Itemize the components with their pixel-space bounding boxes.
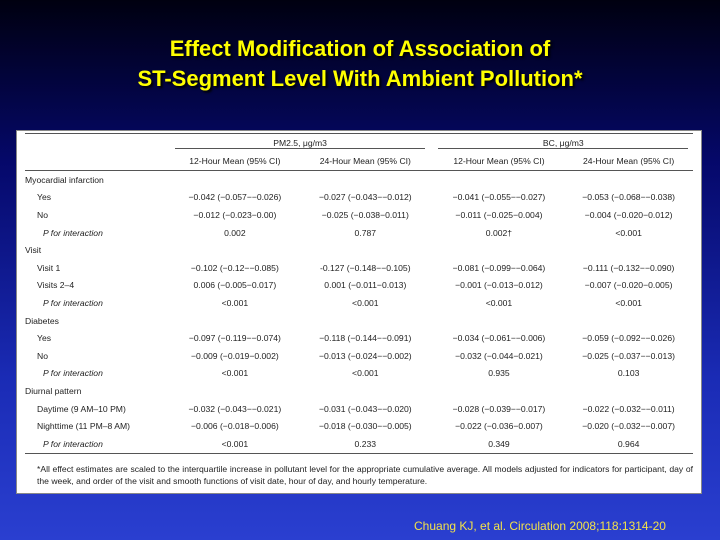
group-header-row (25, 134, 693, 153)
row-label: P for interaction (25, 435, 170, 453)
section-header-row (25, 312, 693, 330)
table-cell: −0.025 (−0.037−−0.013) (582, 350, 675, 361)
table-cell: −0.004 (−0.020−0.012) (584, 209, 673, 220)
table-row (25, 224, 693, 242)
section-header-row (25, 171, 693, 189)
table-row (25, 365, 693, 383)
slide-title-line-1: Effect Modification of Association of (169, 36, 551, 61)
table-cell: <0.001 (352, 368, 379, 379)
table-cell: −0.097 (−0.119−−0.074) (188, 333, 281, 344)
table-cell: −0.022 (−0.032−−0.011) (582, 403, 675, 414)
row-label: P for interaction (43, 297, 103, 308)
table-cell: 0.935 (488, 368, 510, 379)
table-row (25, 259, 693, 277)
table-row (25, 189, 693, 207)
slide-title-line-2: ST-Segment Level With Ambient Pollution* (137, 66, 583, 91)
citation: Chuang KJ, et al. Circulation 2008;118:1314-20 (414, 519, 666, 533)
column-header: 12-Hour Mean (95% CI) (170, 152, 300, 171)
row-label: Nighttime (11 PM–8 AM) (37, 421, 130, 432)
table-cell: −0.022 (−0.036−0.007) (455, 421, 543, 432)
table-cell: −0.025 (−0.038−0.011) (321, 209, 409, 220)
table-row (25, 294, 693, 312)
table-cell: −0.001 (−0.013−0.012) (455, 280, 543, 291)
table-cell: -0.127 (−0.148−−0.105) (320, 262, 411, 273)
group-header-bc-label: BC, μg/m3 (438, 138, 688, 149)
table-cell: −0.020 (−0.032−−0.007) (582, 421, 675, 432)
table-cell: 0.103 (617, 368, 640, 379)
table-cell: −0.111 (−0.132−−0.090) (582, 262, 675, 273)
table-cell: −0.053 (−0.068−−0.038) (582, 192, 675, 203)
table-cell: −0.031 (−0.043−−0.020) (318, 403, 412, 414)
table-cell: −0.034 (−0.061−−0.006) (452, 333, 546, 344)
table-cell: −0.032 (−0.044−0.021) (455, 350, 543, 361)
table-cell: 0.006 (−0.005−0.017) (193, 280, 277, 291)
table-cell: 0.349 (434, 435, 565, 453)
column-header: 24-Hour Mean (95% CI) (564, 152, 693, 171)
results-table (25, 133, 693, 454)
row-label: No (37, 209, 48, 220)
table-cell: −0.013 (−0.024−−0.002) (318, 350, 412, 361)
table-cell: <0.001 (170, 435, 300, 453)
row-label: Yes (37, 333, 52, 344)
table-row (25, 329, 693, 347)
row-label: Visits 2–4 (37, 280, 75, 291)
table-cell: 0.964 (564, 435, 693, 453)
column-header: 24-Hour Mean (95% CI) (300, 152, 430, 171)
table-cell: 0.001 (−0.011−0.013) (324, 280, 407, 291)
table-cell: −0.118 (−0.144−−0.091) (319, 333, 412, 344)
row-label: P for interaction (43, 227, 103, 238)
slide-title (0, 34, 720, 94)
table-cell: −0.028 (−0.039−−0.017) (452, 403, 546, 414)
table-row (25, 417, 693, 435)
row-label: Yes (37, 192, 52, 203)
table-row (25, 206, 693, 224)
table-cell: <0.001 (221, 368, 249, 379)
table-cell: −0.007 (−0.020−0.005) (584, 280, 673, 291)
group-header-bc (434, 134, 693, 153)
table-cell: −0.041 (−0.055−−0.027) (452, 192, 546, 203)
column-header-row (25, 152, 693, 171)
table-cell: −0.012 (−0.023−0.00) (193, 209, 277, 220)
table-row (25, 400, 693, 418)
table-footnote: *All effect estimates are scaled to the interquartile increase in pollutant level for the appropriate cumulative average. All models adjusted for indicators for participant, day of the week, and order of the visit and smooth functions of visit date, hour of day, and hourly temperature. (37, 464, 693, 487)
table-cell: −0.102 (−0.12−−0.085) (190, 262, 279, 273)
table-row (25, 435, 693, 453)
section-header-row (25, 241, 693, 259)
table-row (25, 277, 693, 295)
group-header-pm (170, 134, 431, 153)
section-title: Myocardial infarction (25, 174, 104, 185)
table-cell: −0.018 (−0.030−−0.005) (318, 421, 412, 432)
table-cell: 0.002† (485, 227, 513, 238)
group-header-pm-label: PM2.5, μg/m3 (175, 138, 425, 149)
table-cell: −0.006 (−0.018−0.006) (191, 421, 279, 432)
table-cell: −0.059 (−0.092−−0.026) (582, 333, 675, 344)
section-title: Diurnal pattern (25, 385, 82, 396)
row-label: Visit 1 (37, 262, 61, 273)
row-label: No (37, 350, 48, 361)
table-cell: 0.787 (354, 227, 377, 238)
table-cell: −0.027 (−0.043−−0.012) (318, 192, 412, 203)
row-label: P for interaction (43, 368, 103, 379)
corner-cell (25, 134, 170, 153)
column-header: 12-Hour Mean (95% CI) (434, 152, 565, 171)
table-cell: <0.001 (485, 297, 513, 308)
table-cell: <0.001 (615, 227, 642, 238)
table-cell: −0.081 (−0.099−−0.064) (452, 262, 546, 273)
row-label: Daytime (9 AM–10 PM) (37, 403, 126, 414)
table-cell: <0.001 (221, 297, 249, 308)
table-row (25, 347, 693, 365)
table-cell: 0.233 (300, 435, 430, 453)
table-cell: −0.009 (−0.019−0.002) (191, 350, 279, 361)
section-title: Diabetes (25, 315, 59, 326)
table-cell: −0.042 (−0.057−−0.026) (188, 192, 282, 203)
section-title: Visit (25, 245, 42, 256)
table-cell: 0.002 (224, 227, 246, 238)
table-cell: −0.032 (−0.043−−0.021) (188, 403, 282, 414)
section-header-row (25, 382, 693, 400)
results-table-panel (16, 130, 702, 494)
table-cell: −0.011 (−0.025−0.004) (455, 209, 543, 220)
table-cell: <0.001 (352, 297, 379, 308)
table-cell: <0.001 (615, 297, 642, 308)
